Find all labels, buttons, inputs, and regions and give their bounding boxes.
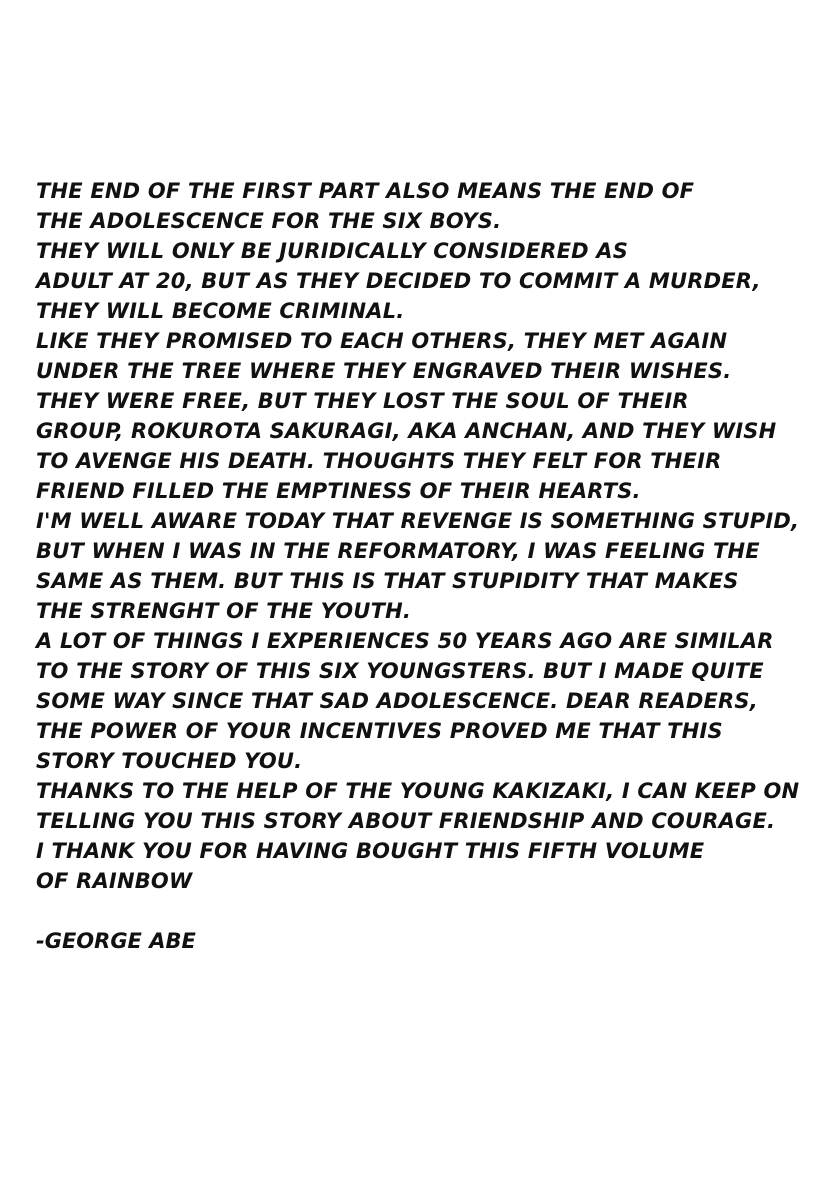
text-line: THE ADOLESCENCE FOR THE SIX BOYS. xyxy=(36,209,502,233)
text-line: STORY TOUCHED YOU. xyxy=(36,749,303,773)
author-signature: -GEORGE ABE xyxy=(36,929,196,953)
text-line: THEY WERE FREE, BUT THEY LOST THE SOUL OF THEIR xyxy=(36,389,689,413)
text-line: THE STRENGHT OF THE YOUTH. xyxy=(36,599,412,623)
text-line: THEY WILL BECOME CRIMINAL. xyxy=(36,299,405,323)
text-line: THE END OF THE FIRST PART ALSO MEANS THE END OF xyxy=(36,179,695,203)
text-line: UNDER THE TREE WHERE THEY ENGRAVED THEIR WISHES. xyxy=(36,359,732,383)
text-line: A LOT OF THINGS I EXPERIENCES 50 YEARS AGO ARE SIMILAR xyxy=(36,629,774,653)
text-line: OF RAINBOW xyxy=(36,869,193,893)
text-line: THANKS TO THE HELP OF THE YOUNG KAKIZAKI, I CAN KEEP ON xyxy=(36,779,800,803)
text-line: SAME AS THEM. BUT THIS IS THAT STUPIDITY THAT MAKES xyxy=(36,569,739,593)
text-line: FRIEND FILLED THE EMPTINESS OF THEIR HEARTS. xyxy=(36,479,641,503)
blank-line xyxy=(36,896,806,926)
text-line: I THANK YOU FOR HAVING BOUGHT THIS FIFTH VOLUME xyxy=(36,839,705,863)
text-line: SOME WAY SINCE THAT SAD ADOLESCENCE. DEAR READERS, xyxy=(36,689,758,713)
text-line: TELLING YOU THIS STORY ABOUT FRIENDSHIP AND COURAGE. xyxy=(36,809,776,833)
text-line: TO AVENGE HIS DEATH. THOUGHTS THEY FELT FOR THEIR xyxy=(36,449,722,473)
text-line: LIKE THEY PROMISED TO EACH OTHERS, THEY MET AGAIN xyxy=(36,329,728,353)
text-line: GROUP, ROKUROTA SAKURAGI, AKA ANCHAN, AND THEY WISH xyxy=(36,419,777,443)
text-line: TO THE STORY OF THIS SIX YOUNGSTERS. BUT I MADE QUITE xyxy=(36,659,764,683)
afterword-text-block xyxy=(36,176,806,956)
text-line: THE POWER OF YOUR INCENTIVES PROVED ME THAT THIS xyxy=(36,719,723,743)
text-line: I'M WELL AWARE TODAY THAT REVENGE IS SOMETHING STUPID, xyxy=(36,509,800,533)
text-line: ADULT AT 20, BUT AS THEY DECIDED TO COMMIT A MURDER, xyxy=(36,269,761,293)
text-line: BUT WHEN I WAS IN THE REFORMATORY, I WAS FEELING THE xyxy=(36,539,760,563)
text-line: THEY WILL ONLY BE JURIDICALLY CONSIDERED AS xyxy=(36,239,629,263)
